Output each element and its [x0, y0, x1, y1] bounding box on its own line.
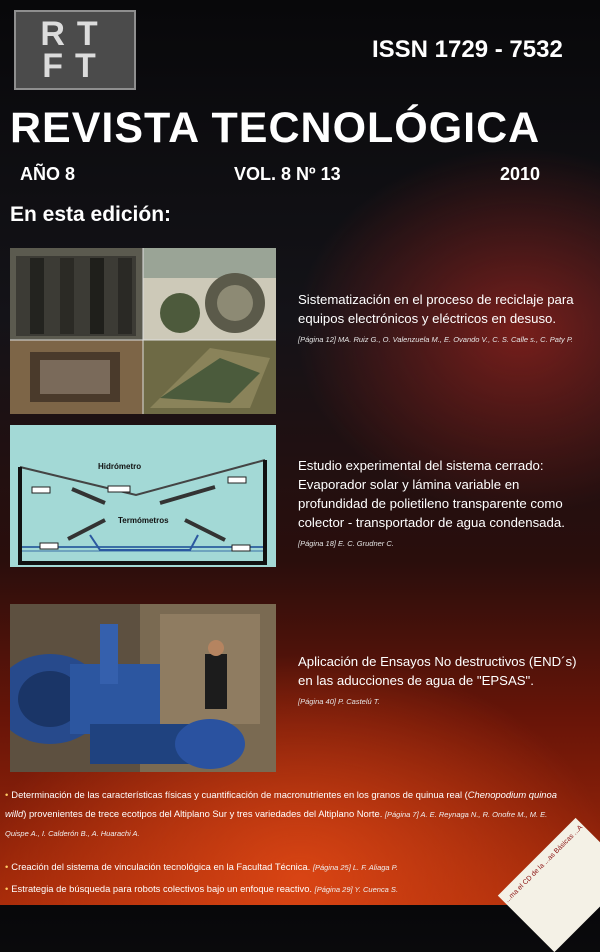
- article-citation: [Página 12] MA. Ruiz G., O. Valenzuela M., E. Ovando V., C. S. Calle s., C. Paty P.: [298, 335, 573, 344]
- issue-date: 2010: [500, 164, 541, 184]
- recycling-photo-collage: [10, 248, 276, 414]
- bottom-item-vinculacion: [5, 858, 570, 878]
- article-citation: [Página 40] P. Castelú T.: [298, 697, 380, 706]
- water-pipes-photo: [10, 604, 276, 772]
- logo-letters-bottom: FT: [42, 47, 108, 85]
- item-text: ) provenientes de trece ecotipos del Altiplano Sur y tres variedades del Altiplano Norte.: [23, 807, 383, 819]
- diagram-label-hydrometer: Hidrómetro: [98, 462, 142, 471]
- diagram-label-thermometers: Termómetros: [118, 516, 169, 525]
- article-title: Aplicación de Ensayos No destructivos (END´s) en las aducciones de agua de "EPSAS".: [298, 654, 577, 688]
- bullet-icon: •: [5, 789, 9, 800]
- item-citation: [Página 7] A. E. Reynaga N., R. Onofre M., M. E. Quispe A., I. Calderón B., A. Huarachi A.: [5, 809, 548, 838]
- bullet-icon: •: [5, 861, 9, 872]
- article-title: Sistematización en el proceso de reciclaje para equipos electrónicos y eléctricos en desuso.: [298, 292, 574, 326]
- bullet-icon: •: [5, 883, 9, 894]
- evaporator-diagram: [10, 425, 276, 567]
- item-text: Estrategia de búsqueda para robots colectivos bajo un enfoque reactivo.: [11, 883, 313, 894]
- cd-sticker: ...ma el CD de la ...as Básicas ...A: [498, 818, 600, 952]
- issn: ISSN 1729 - 7532: [372, 36, 563, 63]
- item-text: Creación del sistema de vinculación tecnológica en la Facultad Técnica.: [11, 861, 311, 872]
- article-recycling: [298, 290, 580, 346]
- item-text: Determinación de las características físicas y cuantificación de macronutrientes en los granos de quinua real (: [11, 789, 468, 800]
- item-citation: [Página 25] L. F. Aliaga P.: [312, 863, 398, 872]
- item-citation: [Página 29] Y. Cuenca S.: [314, 885, 399, 894]
- year-label: AÑO 8: [20, 164, 76, 184]
- article-ndt: [298, 652, 580, 708]
- bottom-item-quinoa: [5, 786, 570, 844]
- bottom-item-robots: [5, 880, 570, 900]
- edition-heading: En esta edición:: [10, 203, 172, 226]
- logo-letters-top: RT: [40, 15, 110, 53]
- item-text-italic: Chenopodium quinoa willd: [5, 789, 557, 819]
- journal-logo: [14, 10, 136, 90]
- logo-letters: [20, 15, 130, 85]
- article-evaporator: [298, 456, 580, 550]
- article-title: Estudio experimental del sistema cerrado: Evaporador solar y lámina variable en profundidad de polietileno transparente como colector - transportador de agua condensada.: [298, 458, 565, 530]
- volume-label: VOL. 8 Nº 13: [234, 164, 341, 184]
- article-citation: [Página 18] E. C. Grudner C.: [298, 539, 394, 548]
- journal-title: REVISTA TECNOLÓGICA: [10, 104, 541, 152]
